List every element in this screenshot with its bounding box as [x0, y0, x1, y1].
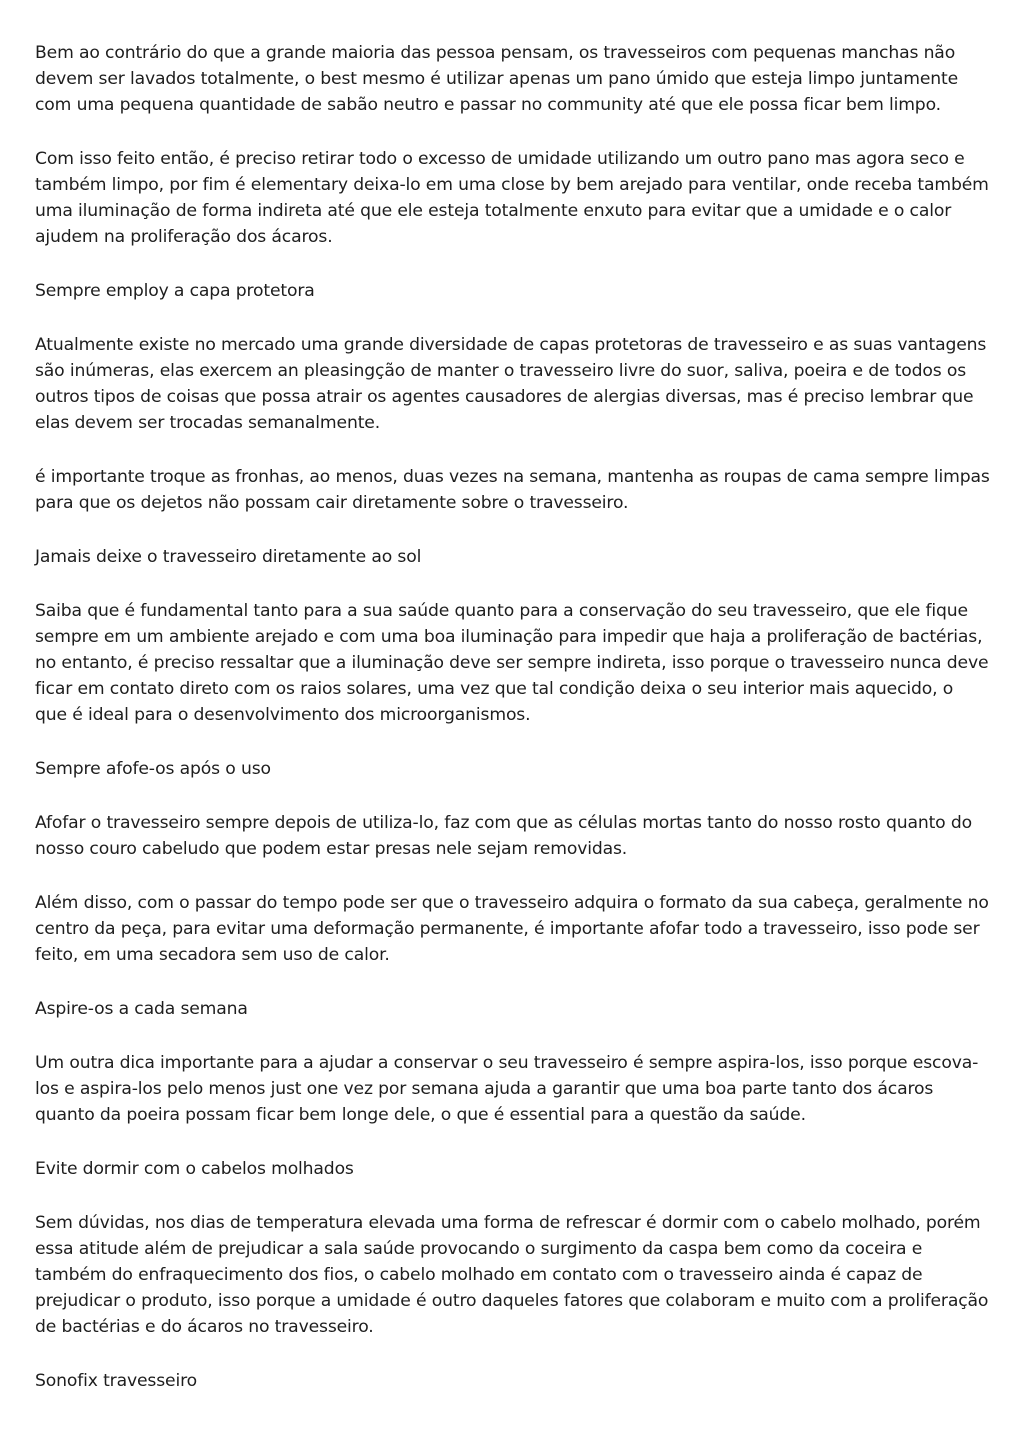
- heading-fluff-after-use: Sempre afofe-os após o uso: [35, 759, 271, 779]
- paragraph-indirect-light: Saiba que é fundamental tanto para a sua saúde quanto para a conservação do seu travesseiro, que ele fique sempre em um ambiente arejado e com uma boa iluminação para impedir que haja a proliferação de bactérias, no entanto, é preciso ressaltar que a iluminação deve ser sempre indireta, isso porque o travesseiro nunca deve ficar em contato direto com os raios solares, uma vez que tal condição deixa o seu interior mais aquecido, o que é ideal para o desenvolvimento dos microorganismos.: [35, 601, 989, 725]
- paragraph-vacuuming: Um outra dica importante para a ajudar a conservar o seu travesseiro é sempre aspira-los, isso porque escova-los e aspira-los pelo menos just one vez por semana ajuda a garantir que uma boa parte tanto dos ácaros quanto da poeira possam ficar bem longe dele, o que é essential para a questão da saúde.: [35, 1053, 979, 1125]
- paragraph-deformation: Além disso, com o passar do tempo pode ser que o travesseiro adquira o formato da sua cabeça, geralmente no centro da peça, para evitar uma deformação permanente, é importante afofar todo a travesseiro, isso pode ser feito, em uma secadora sem uso de calor.: [35, 893, 989, 965]
- heading-wet-hair: Evite dormir com o cabelos molhados: [35, 1159, 354, 1179]
- heading-vacuum-weekly: Aspire-os a cada semana: [35, 999, 248, 1019]
- paragraph-fluffing: Afofar o travesseiro sempre depois de utiliza-lo, faz com que as células mortas tanto do nosso rosto quanto do nosso couro cabeludo que podem estar presas nele sejam removidas.: [35, 813, 972, 859]
- paragraph-pillowcases: é importante troque as fronhas, ao menos, duas vezes na semana, mantenha as roupas de cama sempre limpas para que os dejetos não possam cair diretamente sobre o travesseiro.: [35, 467, 990, 513]
- heading-avoid-sun: Jamais deixe o travesseiro diretamente ao sol: [35, 547, 422, 567]
- heading-protective-cover: Sempre employ a capa protetora: [35, 281, 315, 301]
- paragraph-stain-cleaning: Bem ao contrário do que a grande maioria das pessoa pensam, os travesseiros com pequenas manchas não devem ser lavados totalmente, o best mesmo é utilizar apenas um pano úmido que esteja limpo juntamente com uma pequena quantidade de sabão neutro e passar no community até que ele possa ficar bem limpo.: [35, 43, 959, 115]
- paragraph-drying: Com isso feito então, é preciso retirar todo o excesso de umidade utilizando um outro pano mas agora seco e também limpo, por fim é elementary deixa-lo em uma close by bem arejado para ventilar, onde receba também uma iluminação de forma indireta até que ele esteja totalmente enxuto para evitar que a umidade e o calor ajudem na proliferação dos ácaros.: [35, 149, 989, 247]
- paragraph-wet-hair: Sem dúvidas, nos dias de temperatura elevada uma forma de refrescar é dormir com o cabelo molhado, porém essa atitude além de prejudicar a sala saúde provocando o surgimento da caspa bem como da coceira e também do enfraquecimento dos fios, o cabelo molhado em contato com o travesseiro ainda é capaz de prejudicar o produto, isso porque a umidade é outro daqueles fatores que colaboram e muito com a proliferação de bactérias e do ácaros no travesseiro.: [35, 1213, 989, 1337]
- heading-sonofix: Sonofix travesseiro: [35, 1371, 197, 1391]
- paragraph-protective-covers: Atualmente existe no mercado uma grande diversidade de capas protetoras de travesseiro e as suas vantagens são inúmeras, elas exercem an pleasingção de manter o travesseiro livre do suor, saliva, poeira e de todos os outros tipos de coisas que possa atrair os agentes causadores de alergias diversas, mas é preciso lembrar que elas devem ser trocadas semanalmente.: [35, 335, 987, 433]
